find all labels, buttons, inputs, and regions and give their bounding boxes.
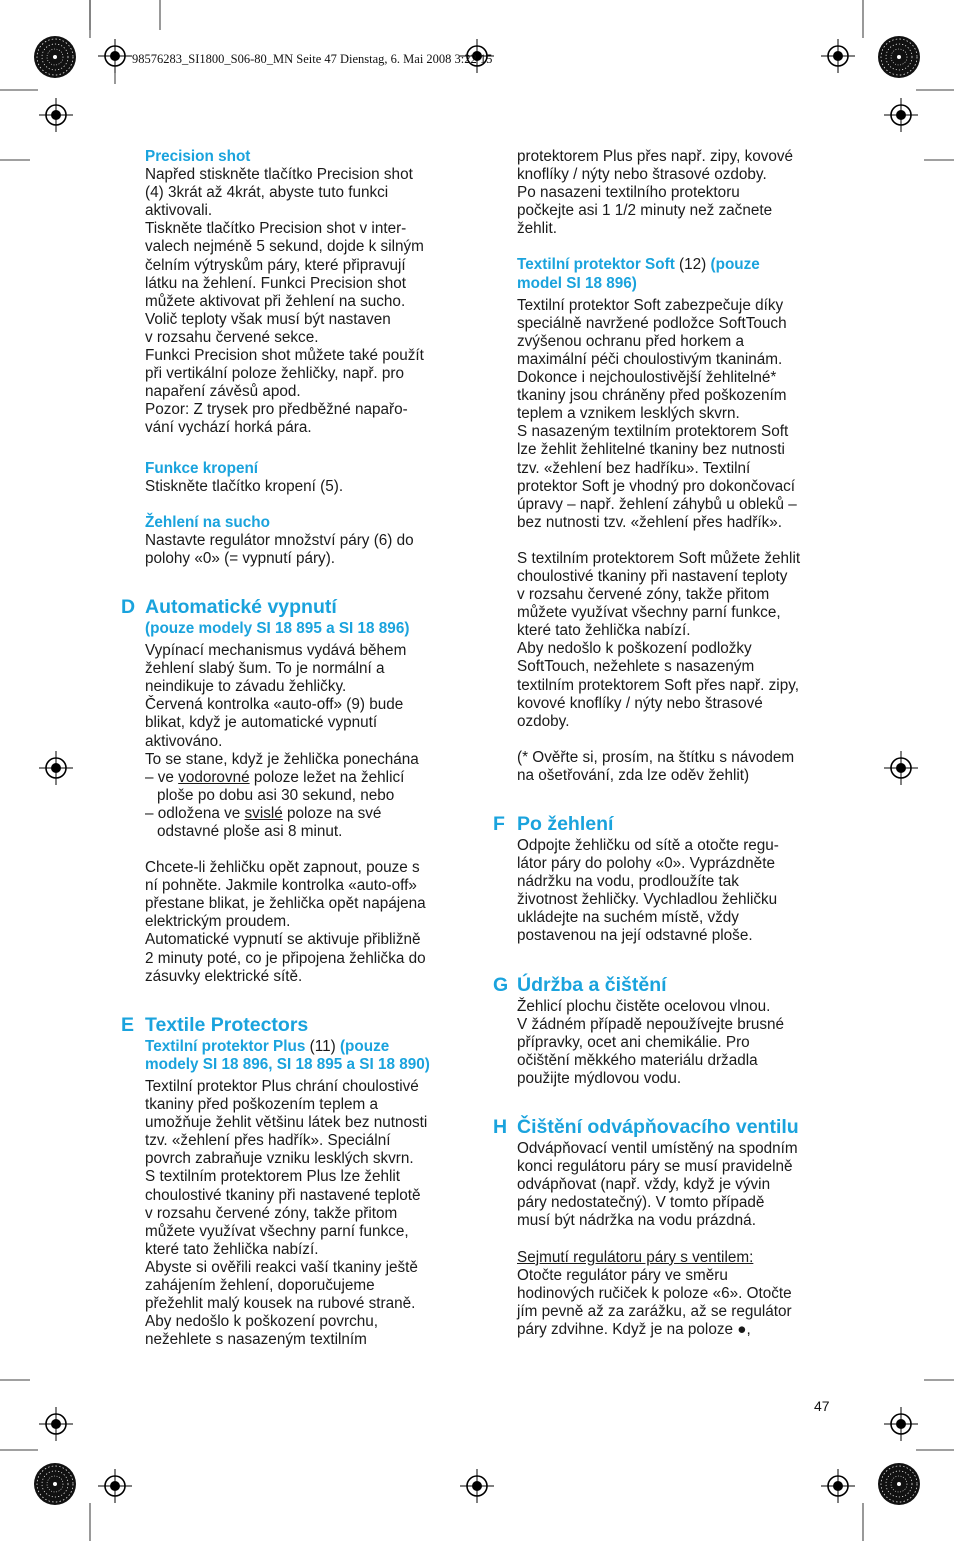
section-g-heading: [493, 973, 839, 996]
section-e-heading: [121, 1013, 467, 1036]
print-header: 98576283_SI1800_S06-80_MN Seite 47 Dienstag, 6. Mai 2008 3:22 15: [132, 52, 493, 66]
section-f-title: Po žehlení: [517, 813, 614, 835]
section-d-body: Vypínací mechanismus vydává během žehlení slabý šum. To je normální a neindikuje to závadu žehličky. Červená kontrolka «auto-off» (9) bude blikat, když je automatické vypnutí aktivováno. To se stane, když je žehlička ponechána: [145, 642, 419, 768]
dry-ironing-title: Žehlení na sucho: [145, 513, 270, 531]
section-d-letter: D: [121, 595, 136, 618]
section-g-title: Údržba a čištění: [517, 973, 667, 996]
section-e-body: Textilní protektor Plus chrání choulostivé tkaniny před poškozením teplem a umožňuje žehlit většinu látek bez nutnosti tzv. «žehlení přes hadřík». Speciální povrch zabraňuje vzniku lesklých skvrn. S textilním protektorem Plus lze žehlit choulostivé tkaniny při nastavené teplotě v rozsahu červené zóny, takže přitom můžete využívat všechny parní funkce, které tato žehlička nabízí. Abyste si ověřili reakci vaší tkaniny ještě zahájením žehlení, doporučujeme přežehlit malý kousek na rubové straně. Aby nedošlo k poškození povrchu, nežehlete s nasazeným textilním: [145, 1077, 428, 1349]
spray-body: Stiskněte tlačítko kropení (5).: [145, 477, 344, 495]
section-g-body: Žehlicí plochu čistěte ocelovou vlnou. V žádném případě nepoužívejte brusné přípravky, ocet ani chemikálie. Pro očištění měkkého materiálu držadla použijte mýdlovou vodu.: [517, 997, 785, 1087]
section-d-item-horizontal: – ve vodorovné poloze ležet na žehlicí ploše po dobu asi 30 sekund, nebo: [145, 768, 405, 804]
section-f-body: Odpojte žehličku od sítě a otočte regu- látor páry do polohy «0». Vyprázdněte nádržku na vodu, prodloužíte tak životnost žehličky. Vychladlou žehličku ukládejte na suchém místě, vždy postavenou na její odstavné ploše.: [517, 837, 779, 945]
soft-protector-body: Textilní protektor Soft zabezpečuje díky speciálně navržené podložce SoftTouch zvýšenou ochranu před horkem a maximální péči choulostivým tkaninám. Dokonce i nejchoulostivější žehlitelné* tkaniny jsou chráněny před poškozením teplem a vznikem lesklých skvrn. S nasazeným textilním protektorem Soft lze žehlit žehlitelné tkaniny bez nutnosti tzv. «žehlení bez hadříku». Textilní protektor Soft je vhodný pro dokončovací úpravy – např. žehlení záhybů u obleků – bez nutnosti tzv. «žehlení přes hadřík».: [517, 296, 797, 531]
section-h-title: Čištění odvápňovacího ventilu: [517, 1116, 799, 1139]
section-h-body: Odvápňovací ventil umístěný na spodním konci regulátoru páry se musí pravidelně odvápňovat (např. vždy, když je vývin páry nedostatečný). V tomto případě musí být nádržka na vodu prázdná.: [517, 1140, 798, 1230]
left-column: [121, 148, 467, 1349]
spray-title: Funkce kropení: [145, 459, 259, 477]
section-d-title: Automatické vypnutí: [145, 595, 337, 618]
precision-shot-title: Precision shot: [145, 148, 251, 165]
section-f-letter: F: [493, 813, 505, 835]
right-column: [493, 148, 839, 1339]
section-e-title: Textile Protectors: [145, 1013, 309, 1036]
section-e-letter: E: [121, 1013, 135, 1036]
soft-protector-subtitle: Textilní protektor Soft (12) (pouze model SI 18 896): [517, 256, 760, 292]
dry-ironing-body: Nastavte regulátor množství páry (6) do polohy «0» (= vypnutí páry).: [145, 531, 414, 567]
section-h-removal-heading: Sejmutí regulátoru páry s ventilem:: [517, 1248, 754, 1266]
precision-shot-body: Napřed stiskněte tlačítko Precision shot (4) 3krát až 4krát, abyste tuto funkci aktivovali. Tiskněte tlačítko Precision shot v inter- valech nejméně 5 sekund, dojde k silným čelním výtryskům páry, které připravují látku na žehlení. Funkci Precision shot můžete aktivovat při žehlení na sucho. Volič teploty však musí být nastaven v rozsahu červené sekce. Funkci Precision shot můžete také použít při vertikální poloze žehličky, např. pro napaření závěsů apod. Pozor: Z trysek pro předběžné napařo- vání vychází horká pára.: [145, 166, 424, 437]
page-number: 47: [814, 1398, 830, 1414]
section-h-heading: [493, 1116, 839, 1139]
section-h-body-2: Otočte regulátor páry ve směru hodinových ručiček k poloze «6». Otočte jím pevně až za zarážku, až se regulátor páry zdvihne. Když je na poloze ●,: [517, 1266, 792, 1338]
section-h-letter: H: [493, 1116, 508, 1139]
protector-continuation: protektorem Plus přes např. zipy, kovové knoflíky / nýty nebo štrasové ozdoby. Po nasazeni textilního protektoru počkejte asi 1 1/2 minuty než začnete žehlit.: [517, 148, 794, 238]
soft-protector-note: (* Ověřte si, prosím, na štítku s návodem na ošetřování, zda lze oděv žehlit): [517, 748, 795, 784]
section-f-heading: [493, 813, 839, 835]
section-d-subtitle: (pouze modely SI 18 895 a SI 18 896): [145, 619, 410, 637]
section-d-heading: [121, 595, 467, 618]
soft-protector-body-2: S textilním protektorem Soft můžete žehlit choulostivé tkaniny při nastavení teploty v rozsahu červené zóny, takže přitom můžete využívat všechny parní funkce, které tato žehlička nabízí. Aby nedošlo k poškození podložky SoftTouch, nežehlete s nasazeným textilním protektorem Soft přes např. zipy, kovové knoflíky / nýty nebo štrasové ozdoby.: [517, 549, 801, 730]
section-g-letter: G: [493, 973, 509, 996]
section-d-body-2: Chcete-li žehličku opět zapnout, pouze s ní pohněte. Jakmile kontrolka «auto-off» přestane blikat, je žehlička opět napájena elektrickým proudem. Automatické vypnutí se aktivuje přibližně 2 minuty poté, co je připojena žehlička do zásuvky elektrické sítě.: [145, 859, 426, 985]
section-e-subtitle: Textilní protektor Plus (11) (pouze modely SI 18 896, SI 18 895 a SI 18 890): [145, 1037, 430, 1073]
section-d-item-vertical: – odložena ve svislé poloze na své odstavné ploše asi 8 minut.: [145, 804, 382, 840]
